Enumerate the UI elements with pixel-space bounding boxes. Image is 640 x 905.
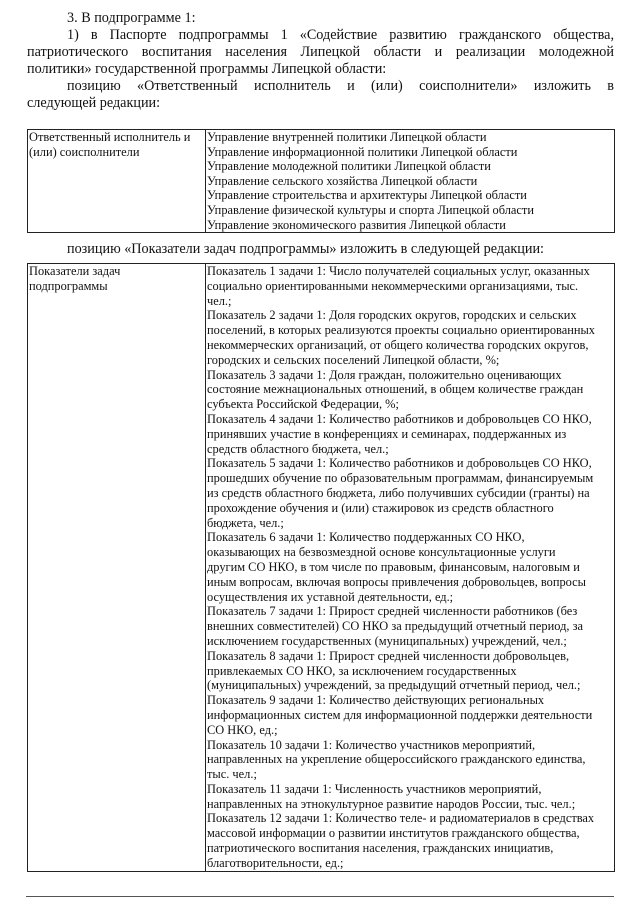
indicator-line: субъекта Российской Федерации, %; (207, 397, 399, 412)
indicator-item (207, 368, 613, 412)
table-row (28, 264, 615, 872)
indicator-item (207, 264, 613, 308)
indicator-line: тыс. чел.; (207, 767, 257, 782)
list-item: Управление экономического развития Липецкой области (207, 217, 506, 232)
indicator-line: городских и сельских поселений Липецкой области, %; (207, 352, 500, 367)
paragraph-3: позицию «Показатели задач подпрограммы» изложить в следующей редакции: (67, 241, 544, 257)
label-line: Ответственный исполнитель и (29, 130, 191, 144)
indicator-line: поселений, в которых реализуются проекты социально ориентированных (207, 323, 595, 338)
indicator-line: внешних совместителей) СО НКО за предыдущий отчетный период, за (207, 619, 583, 634)
indicator-item (207, 811, 613, 870)
list-item: Управление молодежной политики Липецкой области (207, 159, 491, 174)
indicators-table (27, 263, 615, 872)
indicator-line: Показатель 4 задачи 1: Количество работников и добровольцев СО НКО, (207, 411, 592, 426)
indicator-line: средств областного бюджета, чел.; (207, 441, 389, 456)
indicator-item (207, 308, 613, 367)
list-item: Управление информационной политики Липецкой области (207, 144, 518, 159)
indicator-line: направленных на этнокультурное развитие народов России, тыс. чел.; (207, 796, 576, 811)
list-item: Управление физической культуры и спорта Липецкой области (207, 202, 534, 217)
indicator-line: Показатель 8 задачи 1: Прирост средней численности добровольцев, (207, 648, 570, 663)
indicator-line: направленных на укрепление общероссийского гражданского единства, (207, 752, 586, 767)
indicator-item (207, 738, 613, 782)
indicator-line: принявших участие в конференциях и семинарах, поддержанных из (207, 426, 567, 441)
indicator-line: СО НКО, ед.; (207, 722, 278, 737)
indicator-line: благотворительности, ед.; (207, 855, 344, 870)
indicator-item (207, 456, 613, 530)
indicator-line: привлекаемых СО НКО, за исключением государственных (207, 663, 517, 678)
indicator-line: Показатель 12 задачи 1: Количество теле- и радиоматериалов в средствах (207, 811, 595, 826)
indicator-line: Показатель 10 задачи 1: Количество участников мероприятий, (207, 737, 536, 752)
list-item: Управление строительства и архитектуры Липецкой области (207, 188, 527, 203)
indicator-line: Показатель 3 задачи 1: Доля граждан, положительно оценивающих (207, 367, 562, 382)
paragraph-1-line-3: политики» государственной программы Липецкой области: (27, 61, 387, 77)
indicator-item (207, 782, 613, 812)
label-line: подпрограммы (29, 278, 108, 293)
indicator-line: другим СО НКО, в том числе по правовым, финансовым, налоговым и (207, 559, 580, 574)
indicator-item (207, 530, 613, 604)
indicator-line: (муниципальных) учреждений, за предыдущий отчетный период, чел.; (207, 678, 581, 693)
indicator-line: Показатель 2 задачи 1: Доля городских округов, городских и сельских (207, 308, 577, 323)
indicator-line: бюджета, чел.; (207, 515, 284, 530)
label-cell (28, 264, 206, 872)
indicator-line: Показатель 9 задачи 1: Количество действующих региональных (207, 693, 545, 708)
indicator-line: прохождение обучения и (или) стажировок из средств областного (207, 500, 554, 515)
indicator-line: Показатель 5 задачи 1: Количество работников и добровольцев СО НКО, (207, 456, 592, 471)
list-item: Управление сельского хозяйства Липецкой области (207, 173, 478, 188)
indicator-item (207, 604, 613, 648)
list-item: Управление внутренней политики Липецкой области (207, 130, 487, 144)
paragraph-1-line-1: 1) в Паспорте подпрограммы 1 «Содействие развитию гражданского общества, (67, 27, 614, 43)
indicator-line: патриотического воспитания населения, гражданских инициатив, (207, 841, 554, 856)
executors-list (206, 130, 615, 233)
indicator-line: осуществления их уставной деятельности, ед.; (207, 589, 454, 604)
responsible-executors-table (27, 129, 615, 233)
indicator-item (207, 649, 613, 693)
paragraph-2-line-1: позицию «Ответственный исполнитель и (или) соисполнители» изложить в (67, 78, 614, 94)
label-cell (28, 130, 206, 233)
indicator-line: массовой информации о развитии институтов гражданского общества, (207, 826, 580, 841)
indicator-line: прошедших обучение по образовательным программам, финансируемым (207, 471, 594, 486)
indicators-list (206, 264, 615, 872)
indicator-line: Показатель 7 задачи 1: Прирост средней численности работников (без (207, 604, 578, 619)
indicator-line: иным вопросам, включая вопросы привлечения добровольцев, вопросы (207, 574, 587, 589)
indicator-line: Показатель 1 задачи 1: Число получателей социальных услуг, оказанных (207, 264, 590, 278)
indicator-line: оказывающих на безвозмездной основе консультационные услуги (207, 545, 556, 560)
indicator-item (207, 693, 613, 737)
table-row (28, 130, 615, 233)
page-bottom-rule (26, 896, 614, 897)
indicator-line: Показатель 6 задачи 1: Количество поддержанных СО НКО, (207, 530, 525, 545)
indicator-line: чел.; (207, 293, 232, 308)
indicator-line: из средств областного бюджета, либо получивших субсидии (гранты) на (207, 485, 590, 500)
indicator-line: исключением государственных (муниципальных) учреждений, чел.; (207, 633, 567, 648)
indicator-line: некоммерческих организаций, от общего количества городских округов, (207, 337, 589, 352)
indicator-line: Показатель 11 задачи 1: Численность участников мероприятий, (207, 781, 542, 796)
section-heading: 3. В подпрограмме 1: (67, 10, 196, 26)
paragraph-1-line-2: патриотического воспитания населения Липецкой области и реализации молодежной (27, 44, 614, 60)
indicator-line: состояние межнациональных отношений, в общем количестве граждан (207, 382, 584, 397)
paragraph-2-line-2: следующей редакции: (27, 95, 161, 111)
indicator-line: социально ориентированными некоммерческими организациями, тыс. (207, 278, 579, 293)
indicator-item (207, 412, 613, 456)
label-line: (или) соисполнители (29, 144, 140, 159)
label-line: Показатели задач (29, 264, 121, 278)
indicator-line: информационных систем для информационной поддержки деятельности (207, 707, 593, 722)
